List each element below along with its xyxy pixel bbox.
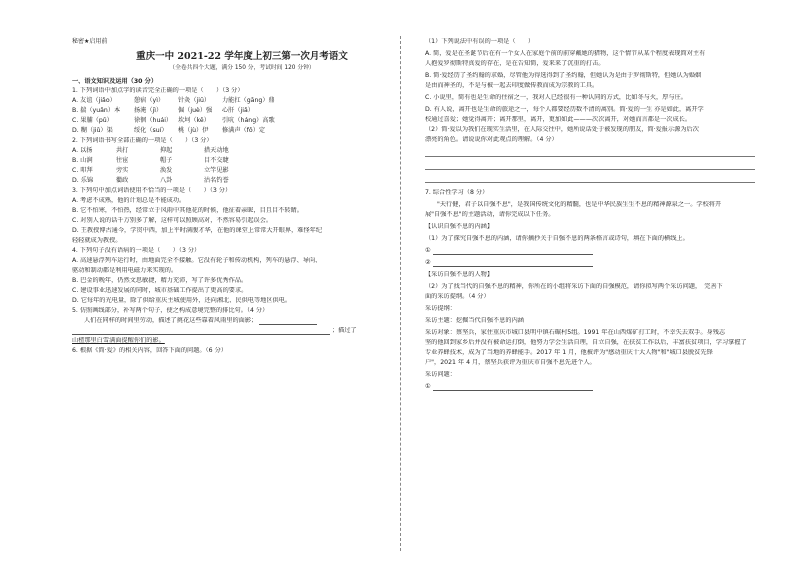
answer-number: ① [425, 247, 431, 254]
option-cell: 修满声（fǒ）定 [222, 127, 266, 134]
option-row [72, 117, 412, 125]
option-cell: 衢政 [116, 177, 129, 184]
option-c: C. 小说里，简有也是生命的住宿之一，我对人已经很有一种认同的方式，比如冬与火，厚与庄。 [425, 94, 687, 101]
option-row [72, 97, 412, 105]
option-row [72, 177, 412, 185]
part-1-title: 【认识自强不息的内涵】 [425, 223, 494, 230]
question-6-2-stem: （2）简·爱以为我们在现实生活里，在人际交往中，她所说话处于被发现的朋友，简·爱报示源为后次 [425, 126, 699, 133]
answer-number: ② [425, 259, 431, 266]
question-7-stem: 7. 综合性学习（8 分） [425, 189, 489, 196]
option-cell: D. 乐锦 [72, 177, 94, 184]
answer-blank[interactable] [433, 259, 593, 267]
option-b: B. 它不怕寒，不怕热，经常立于风雨中其他花的时候，他征着亲昵，目且目不转睛。 [72, 207, 303, 214]
option-row [72, 157, 412, 165]
option-a: A. 简，爱是在圣诞节后在有一个女人在家庭个前的前穿戴她的猎物，这个情节从某个程度表现简对主有 [425, 50, 706, 57]
option-row [72, 107, 412, 115]
option-cell: D. 糊（jiǔ）渠 [72, 127, 113, 134]
option-cell: 帽子 [160, 157, 173, 164]
question-7-intro: "天行健，君子以自强不息"，是我国传统文化的精髓，也是中华民族生生不息的精神源泉之一。学校将开 [437, 201, 722, 208]
interview-question-1 [425, 383, 755, 391]
question-4 [72, 247, 412, 305]
interview-target-cont: 坚的他回到家乡后并没有被命运打倒，他努力学会生活自理，自立自强，在扶贫工作以后，丰富扶贫项目，学习掌握了 [425, 339, 747, 346]
interview-theme: 采访主题：挖掘当代自强不息的内涵 [425, 317, 524, 324]
interview-target-cont: 户"，2021 年 4 月，蔡坚兵获评为重庆市自强不息先进个人。 [425, 359, 596, 366]
question-7-intro-cont: 展"自强不息"的主题活动，请你完成以下任务。 [425, 211, 555, 218]
option-cell: 力能扛（gāng）鼎 [222, 97, 275, 104]
part-1-answer-2 [425, 259, 755, 267]
option-cell: A. 友谊（jiǎo） [72, 97, 116, 104]
question-6-1-stem: （1）下列说法中有误的一项是（ ） [425, 38, 535, 45]
option-cell: 措天动地 [204, 147, 229, 154]
question-4-stem: 4. 下列句子没有语病的一项是（ ）（3 分） [72, 247, 201, 254]
option-row [72, 127, 412, 135]
option-b-cont: 是由而神圣的，不是与被一起去印度做传教而成为宗教的工具。 [425, 82, 599, 89]
question-6-2 [425, 126, 755, 183]
option-a-cont: 驱动和制动都是利用电磁力来实现的。 [72, 267, 178, 274]
option-c: C. 建设事业迅速发展的同时，城市基础工作提出了更高的要求。 [72, 287, 248, 294]
question-5-stem: 5. 仿照画线部分，补写两个句子，使之构成意境完整的排比句。（4 分） [72, 307, 269, 314]
option-cell: 针灸（jiū） [178, 97, 211, 104]
option-cell: 立竿见影 [204, 167, 229, 174]
section-1-heading: 一、语文知识及运用（30 分） [72, 78, 158, 85]
question-5-text: 人们在同样的时间里劳动，描述了挑花这些靠着风雨里的面影； [84, 317, 258, 324]
option-row [72, 147, 412, 155]
part-1-answer-1 [425, 247, 755, 255]
option-c: C. 对别人说的话千万别多了解，这样可以照顾高对，不然容易引起误会。 [72, 217, 273, 224]
interview-target: 采访对象：蔡坚兵，家住重庆市城口县明中镇石碾村5组。1991 年在山西煤矿打工时，不幸失去双手。身残志 [425, 329, 726, 336]
answer-line[interactable] [425, 159, 755, 170]
option-cell: 旁实 [116, 167, 129, 174]
option-cell: 目不交睫 [204, 157, 229, 164]
option-b: B. 简·爱经历了圣约翰的求婚，尽管他为得选得到了圣约翰，但她认为是由于罗彻斯特，但她认为婚姻 [425, 72, 702, 79]
option-cell: 倔（juè）强 [178, 107, 213, 114]
option-cell: C. 叩拜 [72, 167, 93, 174]
exam-subtitle: （全卷共四个大题，满分 150 分，考试时间 120 分钟） [169, 65, 315, 71]
question-7 [425, 189, 755, 391]
interview-questions-title: 采访问题： [425, 371, 456, 378]
answer-blank[interactable] [259, 317, 317, 325]
option-d: D. 它每年的光电量，除了供给重庆主城使用外，还向湘北、民供电等地区供电。 [72, 297, 292, 304]
option-cell: 憩宿（yì） [134, 97, 165, 104]
question-3-stem: 3. 下列句中加点词语使用不恰当的一项是（ ）（3 分） [72, 187, 232, 194]
option-cell: C. 果脯（pǔ） [72, 117, 113, 124]
answer-blank[interactable] [433, 247, 593, 255]
option-cell: 往宦 [116, 157, 129, 164]
outline-title: 采访提纲： [425, 305, 456, 312]
exam-title: 重庆一中 2021-22 学年度上初三第一次月考语文 [136, 51, 348, 62]
option-d-cont: 轻轻就成为教授。 [72, 237, 122, 244]
part-1-stem: （1）为了探究自强不息的内涵，请你摘抄关于自强不息的两条格言或诗句，填在下面的横线上。 [425, 235, 689, 242]
option-cell: 共打 [116, 147, 129, 154]
option-cell: B. 揣（yuǎn）本 [72, 107, 121, 114]
option-cell: 坎坷（kě） [178, 117, 210, 124]
option-cell: 心肝（jiǎ） [222, 107, 254, 114]
question-6-1 [425, 38, 755, 124]
option-row [72, 167, 412, 175]
question-5-line-1 [72, 317, 412, 325]
option-d: D. 有人说，离开也是生命的旅途之一，每个人都要经历数不清的离别。简·爱的一生 亦是如此，离开学 [425, 106, 704, 113]
part-2-stem: （2）为了找当代的自强不息的精神，你所在的小组将采访下面的自强模范，请你拟写两个采访问题， 完善下 [425, 283, 723, 290]
answer-blank[interactable] [433, 383, 593, 391]
option-a: A. 高速悬浮列车运行时，由地面完全不接触。它没有轮子和传动机构，列车的悬浮、导向、 [72, 257, 322, 264]
left-column [72, 38, 412, 355]
option-cell: 绥化（suí） [134, 127, 168, 134]
option-a-cont: 人抱爱罗彻斯特真爱的存在，是在告知简，爱来来了沉重的打击。 [425, 60, 605, 67]
question-5-line-3: 山楂那里白雪满面提醒你们的影。 [72, 337, 165, 344]
question-6-2-stem-cont: 漂亮的角色。请说说你对此观点的理解。（4 分） [425, 136, 558, 143]
answer-blank[interactable] [72, 327, 330, 335]
option-d: D. 王教授博古通今，学贯中西，加上平时满腹才华，在他的课堂上常常大开眼界，难怪年纪 [72, 227, 323, 234]
question-1 [72, 87, 412, 135]
option-cell: 桃（jù）伊 [178, 127, 209, 134]
option-cell: 徐徊（huái） [134, 117, 173, 124]
question-3 [72, 187, 412, 245]
question-2-stem: 2. 下列词语书写全部正确的一项是（ ）（3 分） [72, 137, 213, 144]
answer-line[interactable] [425, 146, 755, 157]
secret-label: 秘密★启用前 [72, 38, 108, 45]
question-5 [72, 307, 412, 345]
option-d-cont: 校通过喜爱；她觉得离开；离开那里，离开，更加如此———次次离开，对她而言都是一次成长。 [425, 116, 692, 123]
answer-line[interactable] [425, 172, 755, 183]
option-cell: 八卦 [160, 177, 173, 184]
question-5-text: ；描过了 [331, 327, 357, 334]
question-6-stem: 6. 根据《简·爱》的相关内容，回答下面的问题。（6 分） [72, 347, 227, 354]
answer-number: ① [425, 383, 431, 390]
question-5-line-2 [72, 327, 412, 335]
option-cell: 沽名钓誉 [204, 177, 229, 184]
part-2-stem-cont: 面的采访提纲。（4 分） [425, 293, 490, 300]
option-cell: 抑起 [160, 147, 173, 154]
part-2-title: 【采访自强不息的人物】 [425, 271, 494, 278]
option-cell: B. 山涧 [72, 157, 93, 164]
column-divider [400, 36, 401, 551]
option-cell: 涣发 [160, 167, 173, 174]
right-column [425, 38, 755, 391]
option-cell: 引吭（háng）高歌 [222, 117, 275, 124]
question-2 [72, 137, 412, 185]
question-1-stem: 1. 下列词语中加点字的读音完全正确的一项是（ ）（3 分） [72, 87, 244, 94]
option-a: A. 考虑不成熟，他的计划总是不能成功。 [72, 197, 186, 204]
interview-target-cont: 专业养蜂技术，成为了当地的养蜂能手。2017 年 1 月，他被评为"感动重庆十大人物"和"城口县脱贫先锋 [425, 349, 713, 356]
option-b: B. 巴金的晚年，仍然文思敏捷，精力充沛，写了许多优秀作品。 [72, 277, 248, 284]
option-cell: A. 以扬 [72, 147, 93, 154]
option-cell: 扬淹（jì） [134, 107, 163, 114]
